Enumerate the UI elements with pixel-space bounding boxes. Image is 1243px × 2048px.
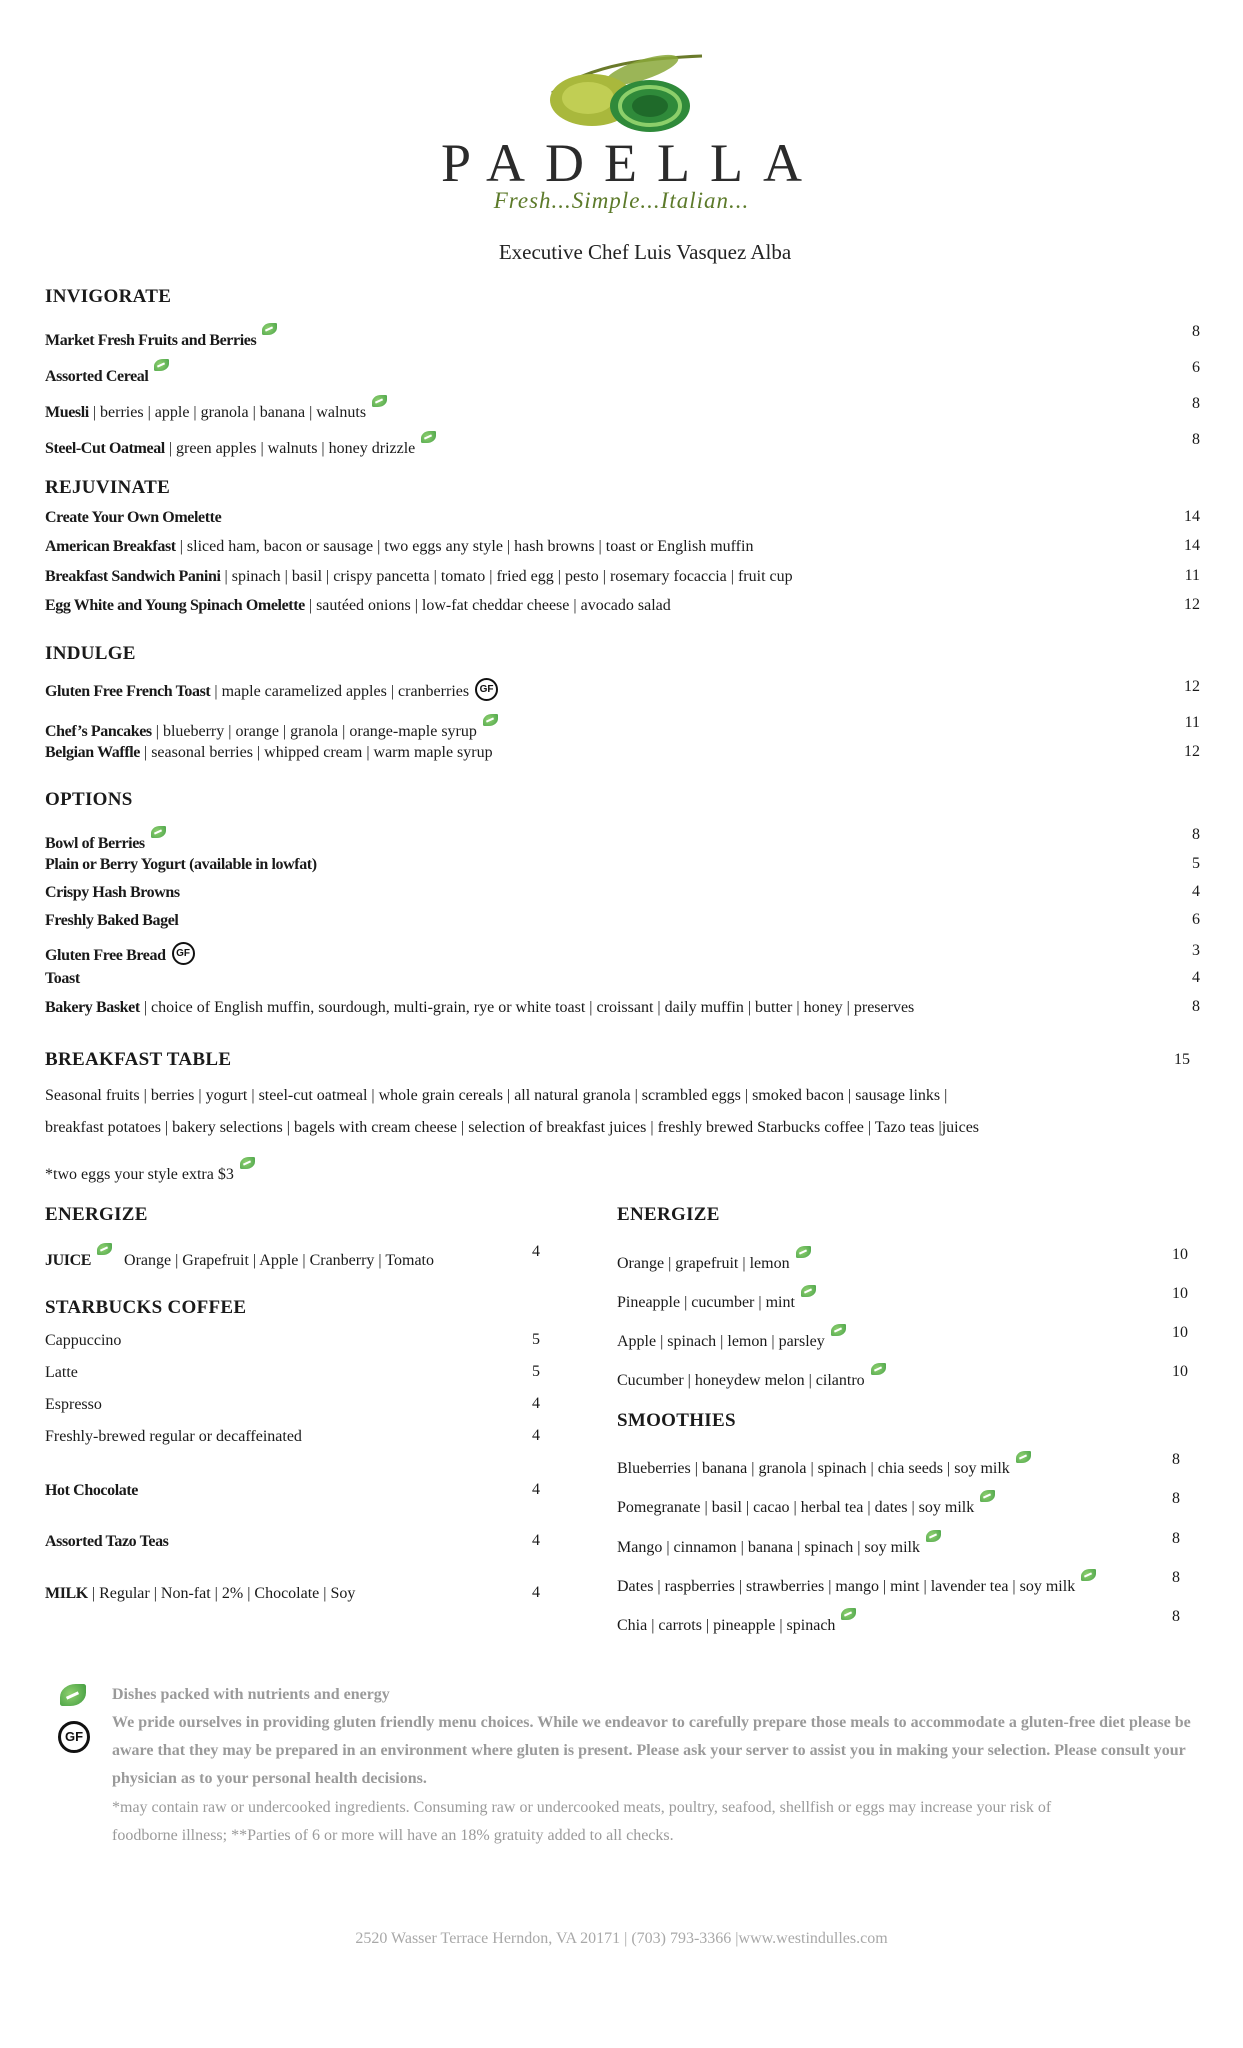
leaf-legend-text: Dishes packed with nutrients and energy — [112, 1686, 390, 1703]
section-title-options: OPTIONS — [45, 789, 133, 810]
item-price: 10 — [1172, 1285, 1188, 1302]
item-name: Create Your Own Omelette — [45, 509, 222, 526]
menu-item — [45, 596, 671, 616]
item-desc: Dates | raspberries | strawberries | mango | mint | lavender tea | soy milk — [617, 1578, 1076, 1595]
item-name: Plain or Berry Yogurt (available in lowfat) — [45, 856, 317, 873]
menu-item — [45, 855, 317, 875]
tazo-price: 4 — [532, 1532, 540, 1549]
milk-price: 4 — [532, 1584, 540, 1601]
coffee-price: 5 — [532, 1363, 540, 1380]
menu-item — [45, 911, 178, 931]
item-name: Toast — [45, 970, 80, 987]
leaf-icon — [421, 431, 436, 443]
item-desc: Apple | spinach | lemon | parsley — [617, 1333, 825, 1350]
leaf-legend-icon — [60, 1684, 86, 1706]
item-desc: | sautéed onions | low-fat cheddar cheese | avocado salad — [304, 597, 671, 614]
item-price: 8 — [1192, 826, 1200, 843]
gluten-free-icon: GF — [475, 678, 498, 701]
coffee-price: 5 — [532, 1331, 540, 1348]
item-desc: | choice of English muffin, sourdough, multi-grain, rye or white toast | croissant | daily muffin | butter | honey | preserves — [139, 999, 915, 1016]
breakfast-table-line-2: breakfast potatoes | bakery selections | bagels with cream cheese | selection of breakfast juices | freshly brewed Starbucks coffee | Tazo teas |juices — [45, 1119, 980, 1136]
hot-chocolate-price: 4 — [532, 1481, 540, 1498]
item-desc: | seasonal berries | whipped cream | warm maple syrup — [140, 744, 493, 761]
breakfast-table-price: 15 — [1174, 1051, 1190, 1068]
leaf-icon — [831, 1324, 846, 1336]
item-price: 6 — [1192, 359, 1200, 376]
item-name: MILK — [45, 1585, 88, 1602]
item-desc: | blueberry | orange | granola | orange-maple syrup — [151, 723, 477, 740]
item-price: 14 — [1184, 508, 1200, 525]
item-name: Assorted Tazo Teas — [45, 1533, 169, 1550]
item-name: Hot Chocolate — [45, 1482, 139, 1499]
item-desc: Pineapple | cucumber | mint — [617, 1294, 795, 1311]
item-price: 8 — [1172, 1490, 1180, 1507]
leaf-icon — [372, 395, 387, 407]
section-title-smoothies: SMOOTHIES — [617, 1410, 736, 1431]
item-price: 12 — [1184, 678, 1200, 695]
menu-item — [45, 883, 180, 903]
item-price: 10 — [1172, 1324, 1188, 1341]
section-title-invigorate: INVIGORATE — [45, 286, 172, 307]
leaf-icon — [841, 1608, 856, 1620]
energize-item — [617, 1246, 811, 1274]
item-name: Crispy Hash Browns — [45, 884, 180, 901]
leaf-icon — [151, 826, 166, 838]
item-price: 12 — [1184, 743, 1200, 760]
juice-price: 4 — [532, 1243, 540, 1260]
gf-note-line-1: We pride ourselves in providing gluten friendly menu choices. While we endeavor to carefully prepare those meals to accommodate a gluten-free diet please be — [112, 1714, 1191, 1731]
item-name: Belgian Waffle — [45, 744, 140, 761]
menu-item — [45, 678, 498, 702]
logo — [0, 48, 1243, 214]
menu-item — [45, 395, 387, 423]
raw-note-line-1: *may contain raw or undercooked ingredients. Consuming raw or undercooked meats, poultry, seafood, shellfish or eggs may increase your risk of — [112, 1799, 1052, 1816]
item-price: 8 — [1172, 1530, 1180, 1547]
item-price: 8 — [1172, 1451, 1180, 1468]
item-name: Egg White and Young Spinach Omelette — [45, 597, 305, 614]
section-title-energize-left: ENERGIZE — [45, 1204, 148, 1225]
item-price: 8 — [1192, 431, 1200, 448]
leaf-icon — [483, 714, 498, 726]
coffee-item: Freshly-brewed regular or decaffeinated — [45, 1428, 302, 1445]
leaf-icon — [240, 1157, 255, 1169]
brand-name: PADELLA — [440, 133, 823, 193]
menu-item — [45, 323, 277, 351]
juice-label: JUICE — [45, 1252, 92, 1269]
item-desc: Blueberries | banana | granola | spinach | chia seeds | soy milk — [617, 1460, 1010, 1477]
gluten-free-icon: GF — [172, 942, 195, 965]
item-price: 4 — [1192, 883, 1200, 900]
leaf-icon — [154, 359, 169, 371]
section-title-starbucks-coffee: STARBUCKS COFFEE — [45, 1297, 247, 1318]
item-desc: | green apples | walnuts | honey drizzle — [164, 440, 416, 457]
breakfast-table-line-1: Seasonal fruits | berries | yogurt | steel-cut oatmeal | whole grain cereals | all natural granola | scrambled eggs | smoked bacon | sausage links | — [45, 1087, 948, 1104]
item-price: 8 — [1192, 395, 1200, 412]
coffee-item: Cappuccino — [45, 1332, 122, 1349]
hot-chocolate — [45, 1481, 138, 1501]
energize-item — [617, 1324, 846, 1352]
gluten-free-legend-icon: GF — [58, 1721, 90, 1753]
leaf-icon — [980, 1490, 995, 1502]
menu-item — [45, 826, 166, 854]
section-title-breakfast-table: BREAKFAST TABLE — [45, 1049, 232, 1070]
item-desc: Pomegranate | basil | cacao | herbal tea | dates | soy milk — [617, 1499, 975, 1516]
olive-branch-icon — [532, 48, 712, 138]
item-desc: Mango | cinnamon | banana | spinach | soy milk — [617, 1539, 920, 1556]
leaf-icon — [801, 1285, 816, 1297]
item-name: Gluten Free French Toast — [45, 683, 211, 700]
smoothie-item — [617, 1490, 995, 1518]
item-desc: Orange | grapefruit | lemon — [617, 1255, 790, 1272]
item-name: Freshly Baked Bagel — [45, 912, 179, 929]
item-price: 8 — [1192, 998, 1200, 1015]
section-title-energize-right: ENERGIZE — [617, 1204, 720, 1225]
milk-row — [45, 1584, 355, 1604]
coffee-price: 4 — [532, 1395, 540, 1412]
menu-item — [45, 743, 493, 763]
gf-note-line-3: physician as to your personal health decisions. — [112, 1770, 427, 1787]
section-title-rejuvinate: REJUVINATE — [45, 477, 171, 498]
tazo-teas — [45, 1532, 169, 1552]
item-desc: | Regular | Non-fat | 2% | Chocolate | Soy — [87, 1585, 356, 1602]
leaf-icon — [97, 1243, 112, 1255]
coffee-item: Espresso — [45, 1396, 102, 1413]
item-desc: | maple caramelized apples | cranberries — [210, 683, 470, 700]
leaf-icon — [1081, 1569, 1096, 1581]
item-name: Steel-Cut Oatmeal — [45, 440, 165, 457]
item-price: 8 — [1172, 1569, 1180, 1586]
menu-item — [45, 969, 80, 989]
menu-item — [45, 431, 436, 459]
tagline: Fresh...Simple...Italian... — [493, 188, 750, 213]
item-name: Chef’s Pancakes — [45, 723, 152, 740]
energize-item — [617, 1285, 816, 1313]
item-price: 11 — [1184, 714, 1200, 731]
menu-item — [45, 537, 753, 557]
menu-item — [45, 998, 914, 1018]
smoothie-item — [617, 1608, 856, 1636]
item-name: Muesli — [45, 404, 89, 421]
coffee-item: Latte — [45, 1364, 78, 1381]
item-price: 14 — [1184, 537, 1200, 554]
item-price: 3 — [1192, 942, 1200, 959]
item-name: Bowl of Berries — [45, 835, 145, 852]
energize-item — [617, 1363, 886, 1391]
juice-desc: Orange | Grapefruit | Apple | Cranberry | Tomato — [124, 1252, 434, 1269]
item-price: 8 — [1172, 1608, 1180, 1625]
item-price: 10 — [1172, 1246, 1188, 1263]
chef-name: Executive Chef Luis Vasquez Alba — [498, 240, 792, 264]
item-desc: | spinach | basil | crispy pancetta | tomato | fried egg | pesto | rosemary focaccia | fruit cup — [220, 568, 793, 585]
item-desc: Chia | carrots | pineapple | spinach — [617, 1617, 836, 1634]
leaf-icon — [871, 1363, 886, 1375]
smoothie-item — [617, 1530, 941, 1558]
item-price: 12 — [1184, 596, 1200, 613]
item-name: Assorted Cereal — [45, 368, 149, 385]
item-price: 11 — [1184, 567, 1200, 584]
section-title-indulge: INDULGE — [45, 643, 136, 664]
item-desc: | sliced ham, bacon or sausage | two eggs any style | hash browns | toast or English muffin — [175, 538, 754, 555]
juice-row — [45, 1243, 434, 1271]
item-price: 10 — [1172, 1363, 1188, 1380]
raw-note-line-2: foodborne illness; **Parties of 6 or more will have an 18% gratuity added to all checks. — [112, 1827, 674, 1844]
leaf-icon — [262, 323, 277, 335]
note-text: *two eggs your style extra $3 — [45, 1166, 234, 1183]
item-price: 6 — [1192, 911, 1200, 928]
menu-item — [45, 359, 169, 387]
item-name: American Breakfast — [45, 538, 176, 555]
menu-item — [45, 508, 221, 528]
leaf-icon — [926, 1530, 941, 1542]
item-price: 4 — [1192, 969, 1200, 986]
item-price: 8 — [1192, 323, 1200, 340]
menu-item — [45, 567, 793, 587]
coffee-price: 4 — [532, 1427, 540, 1444]
smoothie-item — [617, 1451, 1031, 1479]
leaf-icon — [796, 1246, 811, 1258]
menu-item — [45, 942, 195, 966]
item-name: Gluten Free Bread — [45, 947, 166, 964]
menu-item — [45, 714, 498, 742]
gf-note-line-2: aware that they may be prepared in an environment where gluten is present. Please ask your server to assist you in making your selection. Please consult your — [112, 1742, 1186, 1759]
item-desc: | berries | apple | granola | banana | walnuts — [88, 404, 367, 421]
item-price: 5 — [1192, 855, 1200, 872]
restaurant-address: 2520 Wasser Terrace Herndon, VA 20171 | (703) 793-3366 |www.westindulles.com — [355, 1930, 888, 1947]
breakfast-table-note — [45, 1157, 255, 1185]
item-name: Breakfast Sandwich Panini — [45, 568, 221, 585]
leaf-icon — [1016, 1451, 1031, 1463]
item-name: Bakery Basket — [45, 999, 140, 1016]
smoothie-item — [617, 1569, 1096, 1597]
item-desc: Cucumber | honeydew melon | cilantro — [617, 1372, 865, 1389]
item-name: Market Fresh Fruits and Berries — [45, 332, 257, 349]
